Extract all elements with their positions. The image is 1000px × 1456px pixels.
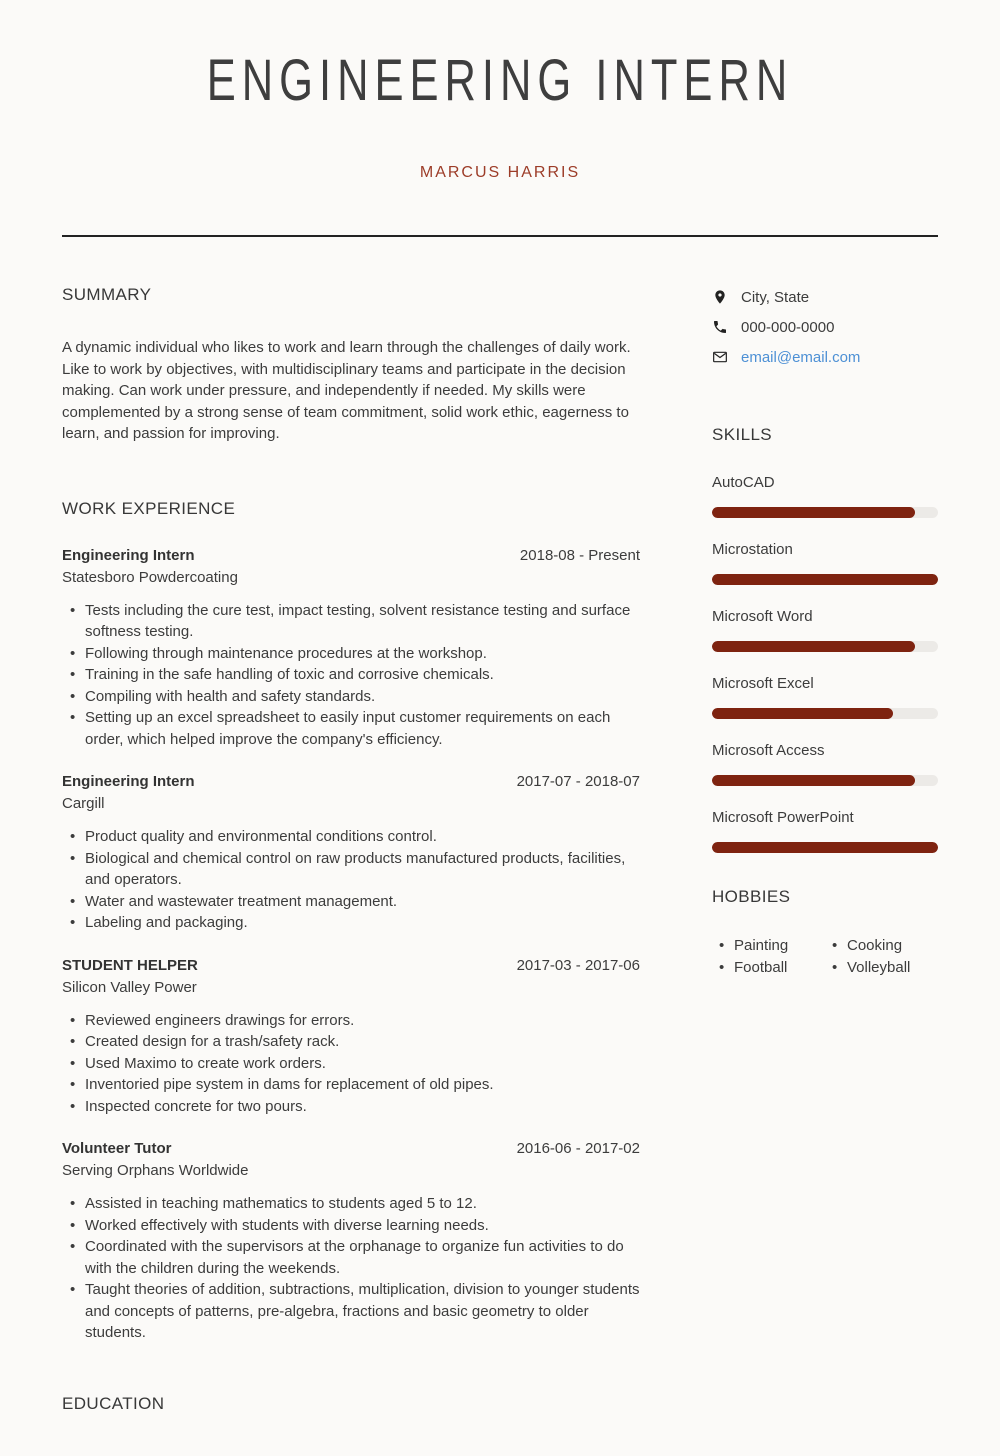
skills-list — [712, 473, 938, 853]
job-dates: 2017-03 - 2017-06 — [516, 956, 640, 974]
content-columns — [62, 285, 938, 1414]
skill-name: Microsoft PowerPoint — [712, 809, 854, 826]
contact-phone: 000-000-0000 — [741, 318, 835, 336]
job-bullet: • Inventoried pipe system in dams for replacement of old pipes. — [62, 1074, 640, 1096]
skill-name: Microsoft Access — [712, 742, 825, 759]
hobbies-list — [712, 935, 938, 979]
work-experience-heading: WORK EXPERIENCE — [62, 498, 236, 518]
summary-section — [62, 285, 640, 445]
jobs-list — [62, 545, 640, 1344]
job-title: STUDENT HELPER — [62, 956, 198, 974]
education-section — [62, 1394, 640, 1414]
page-title: ENGINEERING INTERN — [206, 48, 794, 113]
skill-name: Microsoft Word — [712, 608, 813, 625]
job-bullets — [62, 1193, 640, 1344]
contact-phone-row — [712, 317, 938, 337]
skill-bar-track — [712, 641, 938, 652]
hobby-item: • Cooking — [825, 935, 938, 957]
job-entry — [62, 955, 640, 1118]
skill-bar-fill — [712, 775, 915, 786]
skill-name: AutoCAD — [712, 474, 775, 491]
skill-name: Microsoft Excel — [712, 675, 814, 692]
job-company: Cargill — [62, 795, 105, 812]
skill-item — [712, 808, 938, 853]
job-bullets — [62, 826, 640, 934]
main-column — [62, 285, 640, 1414]
job-bullet: • Training in the safe handling of toxic and corrosive chemicals. — [62, 664, 640, 686]
job-header-row — [62, 771, 640, 793]
job-bullet: • Assisted in teaching mathematics to students aged 5 to 12. — [62, 1193, 640, 1215]
resume-header — [62, 46, 938, 237]
skills-section — [712, 425, 938, 853]
job-company: Serving Orphans Worldwide — [62, 1162, 249, 1179]
contact-email-link[interactable]: email@email.com — [741, 348, 861, 366]
job-header-row — [62, 1138, 640, 1160]
job-bullet: • Taught theories of addition, subtractions, multiplication, division to younger students and concepts of patterns, pre-algebra, fractions and basic geometry to older students. — [62, 1279, 640, 1344]
envelope-icon — [712, 349, 728, 365]
contact-location-row — [712, 287, 938, 307]
hobby-item: • Painting — [712, 935, 825, 957]
skill-bar-track — [712, 507, 938, 518]
candidate-name: MARCUS HARRIS — [419, 164, 581, 181]
skill-bar-fill — [712, 842, 938, 853]
work-experience-section — [62, 499, 640, 1344]
job-bullet: • Created design for a trash/safety rack. — [62, 1031, 640, 1053]
education-heading: EDUCATION — [62, 1393, 165, 1413]
job-bullet: • Reviewed engineers drawings for errors. — [62, 1010, 640, 1032]
resume-page — [0, 46, 1000, 1414]
skills-heading: SKILLS — [712, 425, 773, 444]
job-bullet: • Following through maintenance procedures at the workshop. — [62, 643, 640, 665]
job-entry — [62, 545, 640, 751]
job-company: Silicon Valley Power — [62, 978, 197, 996]
job-bullet: • Used Maximo to create work orders. — [62, 1053, 640, 1075]
skill-bar-track — [712, 775, 938, 786]
job-bullet: • Biological and chemical control on raw products manufactured products, facilities, and operators. — [62, 848, 640, 891]
skill-item — [712, 674, 938, 719]
job-bullet: • Tests including the cure test, impact testing, solvent resistance testing and surface softness testing. — [62, 600, 640, 643]
column-gap — [640, 285, 712, 1414]
job-entry — [62, 771, 640, 934]
hobbies-section — [712, 887, 938, 979]
job-bullets — [62, 600, 640, 751]
location-pin-icon — [712, 289, 728, 305]
hobby-item: • Football — [712, 957, 825, 979]
hobby-item: • Volleyball — [825, 957, 938, 979]
sidebar-column — [712, 285, 938, 1414]
skill-bar-track — [712, 842, 938, 853]
job-entry — [62, 1138, 640, 1344]
skill-bar-track — [712, 574, 938, 585]
phone-icon — [712, 319, 728, 335]
job-header-row — [62, 545, 640, 567]
skill-item — [712, 473, 938, 518]
summary-text: A dynamic individual who likes to work and learn through the challenges of daily work. Like to work by objectives, with multidisciplinary teams and participate in the decision making. Can work under pressure, and independently if needed. My skills were complemented by a strong sense of team commitment, solid work ethic, eagerness to learn, and passion for improving. — [62, 339, 631, 442]
summary-heading: SUMMARY — [62, 285, 152, 304]
job-header-row — [62, 955, 640, 977]
job-dates: 2017-07 - 2018-07 — [516, 773, 640, 790]
job-title: Engineering Intern — [62, 773, 195, 790]
job-bullet: • Compiling with health and safety standards. — [62, 686, 640, 708]
contact-email-row — [712, 347, 938, 367]
skill-item — [712, 607, 938, 652]
skill-bar-fill — [712, 574, 938, 585]
job-bullet: • Labeling and packaging. — [62, 912, 640, 934]
job-bullet: • Water and wastewater treatment management. — [62, 891, 640, 913]
skill-name: Microstation — [712, 541, 793, 558]
job-bullet: • Product quality and environmental conditions control. — [62, 826, 640, 848]
job-bullets — [62, 1010, 640, 1118]
contact-location: City, State — [741, 288, 810, 306]
skill-bar-fill — [712, 507, 915, 518]
skill-item — [712, 540, 938, 585]
header-divider — [62, 235, 938, 237]
skill-item — [712, 741, 938, 786]
job-company: Statesboro Powdercoating — [62, 568, 238, 586]
job-dates: 2018-08 - Present — [519, 546, 640, 564]
skill-bar-track — [712, 708, 938, 719]
job-title: Volunteer Tutor — [62, 1140, 172, 1157]
job-bullet: • Inspected concrete for two pours. — [62, 1096, 640, 1118]
job-title: Engineering Intern — [62, 546, 195, 564]
job-dates: 2016-06 - 2017-02 — [516, 1140, 640, 1157]
hobbies-heading: HOBBIES — [712, 887, 791, 906]
skill-bar-fill — [712, 708, 893, 719]
job-bullet: • Setting up an excel spreadsheet to easily input customer requirements on each order, which helped improve the company's efficiency. — [62, 707, 640, 750]
job-bullet: • Coordinated with the supervisors at the orphanage to organize fun activities to do with the children during the weekends. — [62, 1236, 640, 1279]
skill-bar-fill — [712, 641, 915, 652]
job-bullet: • Worked effectively with students with diverse learning needs. — [62, 1215, 640, 1237]
contact-block — [712, 285, 938, 367]
